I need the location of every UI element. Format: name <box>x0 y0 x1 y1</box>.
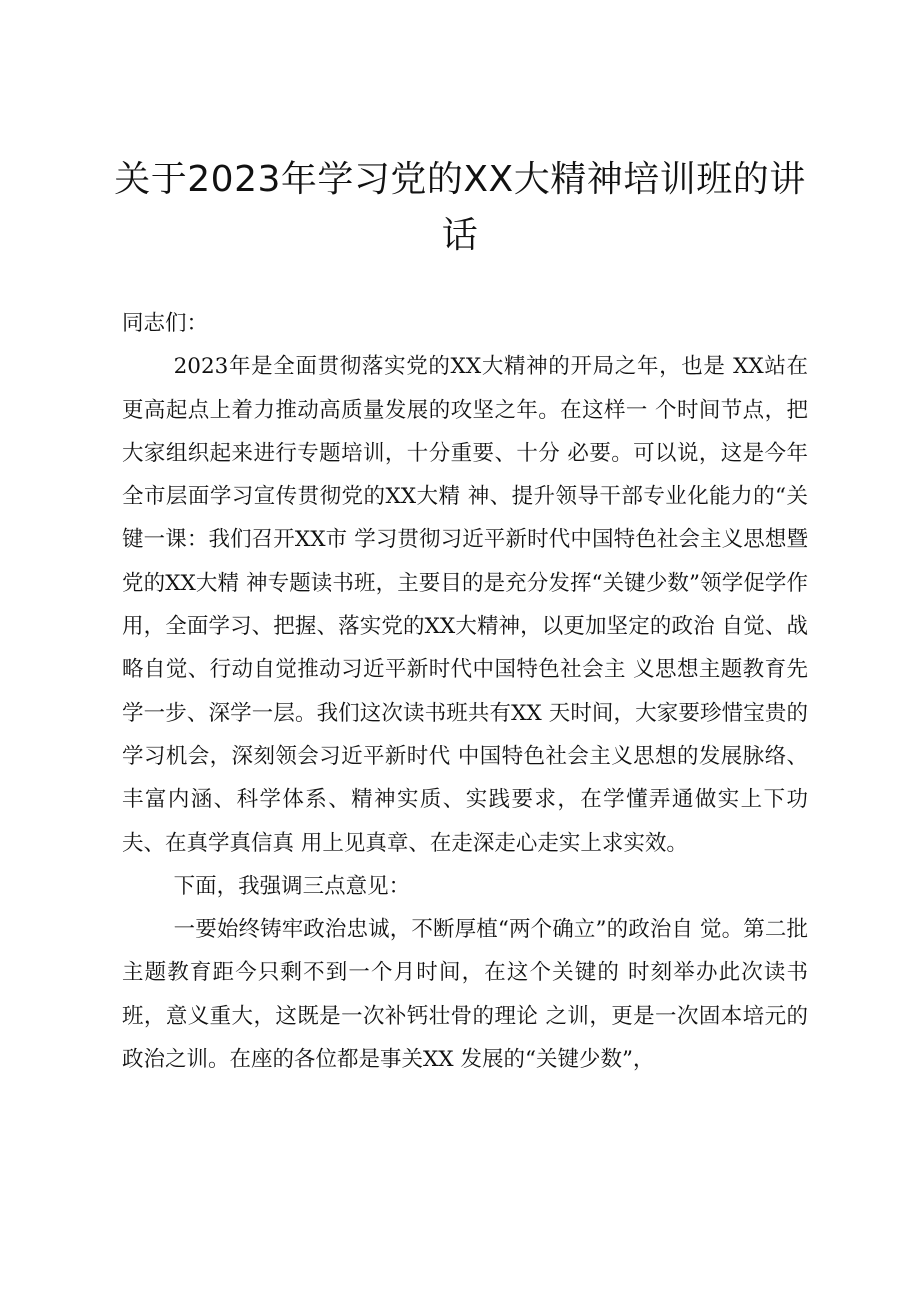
document-body <box>122 302 808 1081</box>
document-title: 关于2023年学习党的XX大精神培训班的讲话 <box>114 159 806 256</box>
salutation: 同志们： <box>122 311 209 336</box>
body-paragraph-2: 下面，我强调三点意见： <box>173 873 411 899</box>
body-paragraph-3: 一要始终铸牢政治忠诚，不断厚植“两个确立”的政治自 觉。第二批主题教育距今只剩不到一个月时间，在这个关键的 时刻举办此次读书班，意义重大，这既是一次补钙壮骨的理论 之训，更是一次固本培元的政治之训。在座的各位都是事关XX 发展的“关键少数”， <box>122 917 808 1073</box>
body-paragraph-1: 2023年是全面贯彻落实党的XX大精神的开局之年，也是 XX站在更高起点上着力推动高质量发展的攻坚之年。在这样一 个时间节点，把大家组织起来进行专题培训，十分重要、十分 必要。可以说，这是今年全市层面学习宣传贯彻党的XX大精 神、提升领导干部专业化能力的“关键一课：我们召开XX市 学习贯彻习近平新时代中国特色社会主义思想暨党的XX大精 神专题读书班，主要目的是充分发挥“关键少数”领学促学作 用，全面学习、把握、落实党的XX大精神，以更加坚定的政治 自觉、战略自觉、行动自觉推动习近平新时代中国特色社会主 义思想主题教育先学一步、深学一层。我们这次读书班共有XX 天时间，大家要珍惜宝贵的学习机会，深刻领会习近平新时代 中国特色社会主义思想的发展脉络、丰富内涵、科学体系、精神实质、实践要求，在学懂弄通做实上下功夫、在真学真信真 用上见真章、在走深走心走实上求实效。 <box>122 354 808 856</box>
